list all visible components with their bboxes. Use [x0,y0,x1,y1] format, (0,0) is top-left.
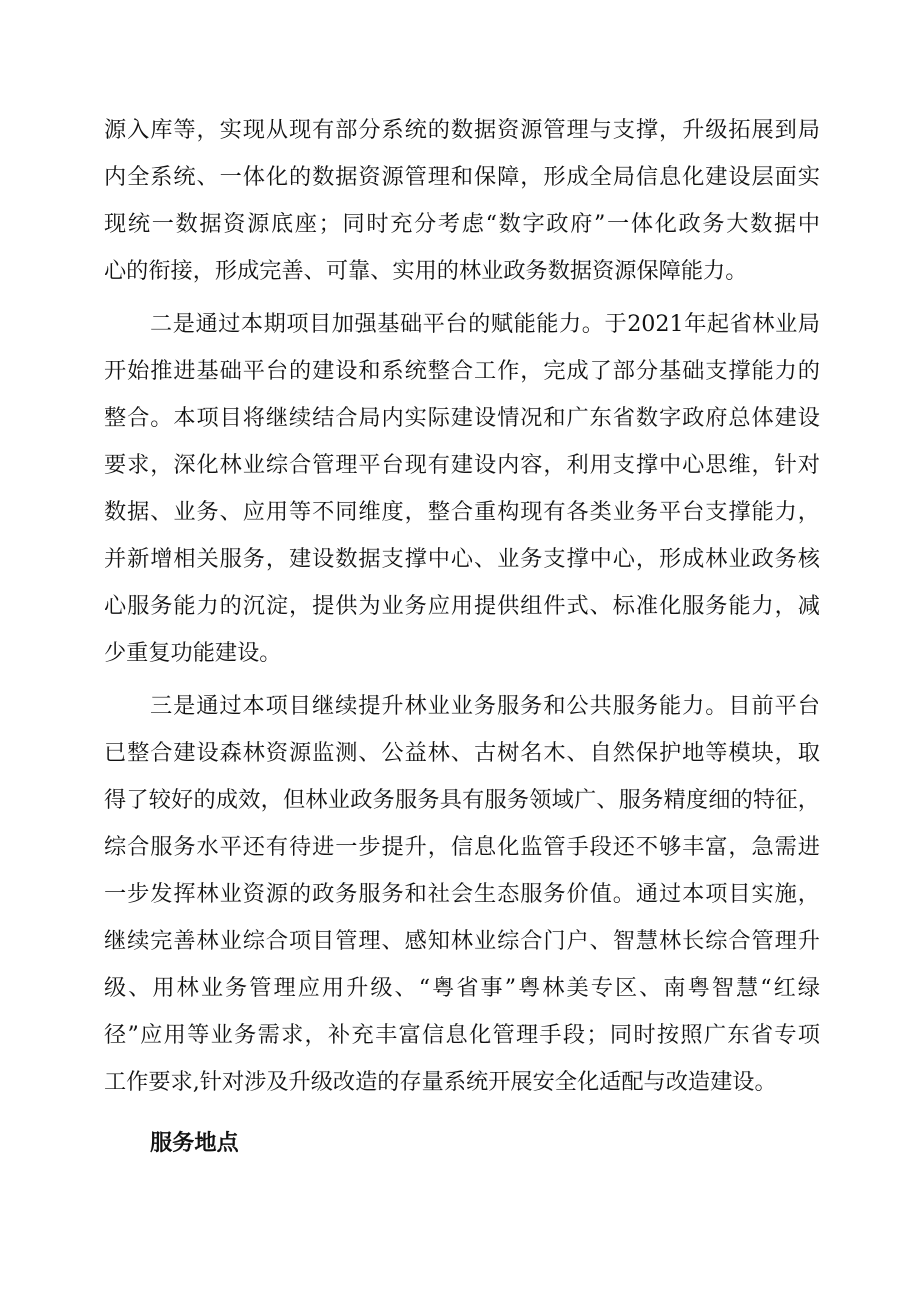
paragraph-2-line-7: 心服务能力的沉淀，提供为业务应用提供组件式、标准化服务能力，减 [104,593,820,619]
paragraph-3-line-5: 一步发挥林业资源的政务服务和社会生态服务价值。通过本项目实施， [104,881,820,907]
paragraph-2-line-5: 数据、业务、应用等不同维度，整合重构现有各类业务平台支撑能力， [104,499,820,525]
paragraph-3-line-8: 径”应用等业务需求，补充丰富信息化管理手段；同时按照广东省专项 [104,1022,820,1048]
paragraph-3-line-7: 级、用林业务管理应用升级、“粤省事”粤林美专区、南粤智慧“红绿 [104,975,820,1001]
paragraph-3-line-3: 得了较好的成效，但林业政务服务具有服务领域广、服务精度细的特征， [104,787,820,813]
paragraph-3-line-2: 已整合建设森林资源监测、公益林、古树名木、自然保护地等模块，取 [104,740,820,766]
paragraph-2-line-4: 要求，深化林业综合管理平台现有建设内容，利用支撑中心思维，针对 [104,452,820,478]
paragraph-3-line-4: 综合服务水平还有待进一步提升，信息化监管手段还不够丰富，急需进 [104,834,820,860]
section-heading: 服务地点 [150,1130,239,1156]
paragraph-2-line-8: 少重复功能建设。 [104,640,282,666]
paragraph-2-line-6: 并新增相关服务，建设数据支撑中心、业务支撑中心，形成林业政务核 [104,546,820,572]
paragraph-2-line-2: 开始推进基础平台的建设和系统整合工作，完成了部分基础支撑能力的 [104,358,820,384]
paragraph-3-line-6: 继续完善林业综合项目管理、感知林业综合门户、智慧林长综合管理升 [104,928,820,954]
paragraph-3-line-9: 工作要求,针对涉及升级改造的存量系统开展安全化适配与改造建设。 [104,1069,777,1095]
paragraph-1-line-2: 内全系统、一体化的数据资源管理和保障，形成全局信息化建设层面实 [104,164,820,190]
paragraph-1-line-4: 心的衔接，形成完善、可靠、实用的林业政务数据资源保障能力。 [104,258,748,284]
paragraph-1-line-1: 源入库等，实现从现有部分系统的数据资源管理与支撑，升级拓展到局 [104,117,820,143]
paragraph-2-line-3: 整合。本项目将继续结合局内实际建设情况和广东省数字政府总体建设 [104,405,820,431]
paragraph-3-line-1: 三是通过本项目继续提升林业业务服务和公共服务能力。目前平台 [150,693,820,719]
paragraph-1-line-3: 现统一数据资源底座；同时充分考虑“数字政府”一体化政务大数据中 [104,211,820,237]
paragraph-2-line-1: 二是通过本期项目加强基础平台的赋能能力。于2021年起省林业局 [150,311,820,337]
